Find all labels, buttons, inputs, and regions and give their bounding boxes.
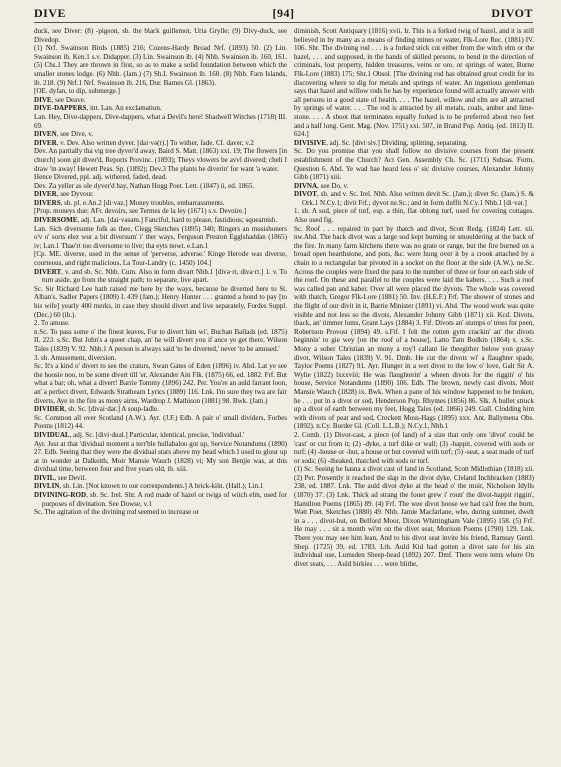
headword: DIVIDER [34,405,65,414]
entry-paragraph: Dev. An partially tha vig tree dyver'd away, Baird S. Matt. (1863) xxi. 19; The flowers [in church] soon git diver'd, Reports Provinc. (1893); Theys vlowers be avvl divered; cheli I draw 'm away! Hewett Peas. Sp. (1892); Dev.3 The plants be diverin' for want 'a water. [34,147,287,173]
entry-paragraph: DIVIDUAL, adj. Sc. [divi·duəl.] Particular, identical, precise, 'individual.' [34,430,245,439]
headword: DIVIL [34,473,55,482]
entry-paragraph: DIVINING-ROD, sb. Sc. Irel. Shr. A rod made of hazel or twigs of witch elm, used for purposes of divination. See Dowse, v.1 [34,491,287,508]
entry-paragraph: (1) Sc. Seeing he hasna a divot cast of land in Scotland, Scott Midlothian (1818) xii. (2) Per. Presently it reached the slap in the divot dyke, Cleland Inchbracken (1883) 238, ed. 1887. Lnk. The auld divot dyke at the head o' the muir, Nicholson Idylls (1870) 37. (3) Lnk. Thick ad strang the fouet grew i' roun' the divot-happit riggin', Hamilton Poems (1865) 89. (4) Frf. The wee divot hoose we had ca'd free the burn, Watt Poet. Sketches (1880) 49. Nhb. Jamie Macfarlane, who, during summer, dwelt in a . . . divot-hut, on Belford Moor, Dixon Whittingham Vale (1895) 158. (5) Frf. He may . . . sit a month wi'm on the divet seat, Morison Poems (1790) 129. Lnk. There you may see him lean, And to his divot seat invite his friend, Ramsay Gentl. Shep. (1725) 39, ed. 1783. Lth. Auld Kid had gotten a divot sate for his ain individual use, Lumsden Sheep-head (1892) 207. Dmf. There were tents where On divet seats, . . . Auld birkies . . . were blithe, [294,465,534,568]
left-running-head: DIVE [34,6,67,20]
entry-paragraph: DIVERSOME, adj. Lan. [dai·vəsəm.] Fanciful, hard to please, fastidious; squeamish. [34,216,278,225]
headword: DIVERS [34,198,61,207]
headword: DIVER [34,190,57,199]
entry-paragraph: n.Sc. To pass some o' the finest leaves, For to divert him wi', Buchan Ballads (ed. 1875) II. 223. s.Sc. But John's a queer chap, an' he will divert you if ance ye get there, Wilson Tales (1839) V. 92. Nhb.1 A person is always said 'to be diverted,' never 'to be amused.' [34,327,287,353]
entry-paragraph: Hence Divered, ppl. adj. withered, faded, dead. [34,173,168,182]
headword: DIVISIVE [294,138,327,147]
left-column [34,27,287,759]
header-rule [34,22,533,23]
headword: DIVNA [294,181,318,190]
entry-paragraph: [Prop. moneys due; AFr. devoirs, see Termes de la ley (1671) s.v. Devoire.] [34,207,247,216]
headword: DIVLIN [34,482,60,491]
entry-paragraph: (1) Nrf. Swainson Birds (1885) 216; Cozens-Hardy Broad Nrf. (1893) 50. (2) Lin. Swainson ib. Ken.1 s.v. Didapper. (3) Lin. Swainson ib. (4) Nhb. Swainson ib. 160, 161. (5) Chs.1 They are thrown in first, so as to make a solid foundation between which the smaller stones lodge. (6) Nhb. (Jam.) (7) Sh.I. Swainson ib. 160. (8) Nhb. Farn Islands, ib. 218. (9) Nrf.1 Nrf. Swainson ib. 216, Dor. Barnes Gl. (1863). [34,44,287,87]
entry-paragraph: [OE. dyfan, to dip, submerge.] [34,87,120,96]
entry-paragraph: DIVERT, v. and sb. Sc. Nhb. Cum. Also in form divart Nhb.1 [divə·rt, diva·rt.] 1. v. To turn aside, go from the straight path; to separate, live apart. [34,267,287,285]
right-running-head: DIVOT [491,6,533,20]
entry-paragraph: 2. To amuse. [34,319,70,328]
page-header [34,6,533,22]
entry-paragraph: [Cp. ME. diverse, used in the sense of 'perverse, adverse.' Kinge Herode was diverse, courteous, and right malicious, La Tour-Landry (c. 1450) 104.] [34,250,287,268]
headword: DIVE [34,95,52,104]
entry-paragraph: diminish, Scott Antiquary (1816) xvii. Ir. This is a forked twig of hazel, and it is still believed in by many as a means of finding mines or water, Flk-Lore Rec. (1881) IV. 106. Shr. The divining rod . . . is a forked stick cut either from the witch elm or the hazel, . . . and supposed, in the hands of skilled persons, to bend in the direction of criminals, lost property, hidden treasures, veins or ore, or springs of water, Burne Flk-Lore (1883) 175; Shr.1 Obsol. [The divining rod has obtained great credit for its discovering where to dig for metals and springs of water. An ingenious gentleman says that hazel and willow rods he has by experience found will actually answer with all persons in a good state of health. . . . The hazel, willow and elm are all attracted by springs of water. . . . The rod is attracted by all metals, coals, amber and lime-stone. . . . A shoot that terminates equally forked is to be preferred about two feet and a half long. Gent. Mag. (Nov. 1751) xxi. 507, in Brand Pop. Antiq. (ed. 1813) II. 624.] [294,27,534,139]
headword: DIVEN [34,130,57,139]
entry-paragraph: DIVIL, see Devil. [34,473,87,482]
entry-paragraph: Dev. Za yeller as ole dyver'd hay, Nathan Hogg Poet. Lett. (1847) ii, ed. 1865. [34,181,255,190]
entry-paragraph: Sc. Common all over Scotland (A.W.). Ayr. (J.F.) Edb. A pair o' small dividers, Forbes Poems (1812) 44. [34,413,287,431]
entry-paragraph: DIVERS, sb. pl. e.An.2 [di·vəz.] Money troubles, embarrassments. [34,198,225,207]
entry-paragraph: DIVE-DAPPERS, int. Lan. An exclamation. [34,104,162,113]
entry-paragraph: Lan. Hey, Dive-dappers, Dive-dappers, what a Devil's here! Shadwell Witches (1718) III. 69. [34,112,287,130]
page-number: [94] [272,6,295,20]
right-column [294,27,534,759]
entry-paragraph: Sc. Sir Richard Lee hath raised me here by the ways, because he diverted here to St. Alban's, Sadler Papers (1809) I. 439 (Jam.); Henry Hunter . . . granted a bond to pay [to his wife] yearly 400 merks, in case they should divert and live separately, Fordes Suppl. (Dec.) 60 (ib.). [34,284,287,319]
entry-paragraph: Sc. Do you promise that you shall follow no divisive courses from the present establishment of the Church? Act Gen. Assembly Ch. Sc. (1711) Suhsas. Form, Question 6. Abd. Ye wad hae heard less o' sic divisive courses, Alexander Johnny Gibb (1871) xiii. [294,147,534,182]
entry-paragraph: DIVER, v. Dev. Also written dyver. [dai·və(r).] To wither, fade. Cf. daver, v.2 [34,138,254,147]
entry-paragraph: Sc. The agitation of the divining rod seemed to increase or [34,508,199,517]
headword: DIVERT [34,267,62,276]
headword: DIVERSOME [34,216,78,225]
headword: DIVE-DAPPERS [34,104,87,113]
entry-paragraph: 1. sb. A sod, piece of turf, esp. a thin, flat oblong turf, used for covering cottages. Also used fig. [294,207,534,225]
entry-paragraph: Sc. It's a kind o' divert to see the craturs, Swan Gates of Eden (1896) iv. Abd. Lat ye see the hoosie noo, to be some divert till 'er, Alexander Ain Flk. (1875) 66, ed. 1882. Frf. But what a bar; oh, what a divert! Barrie Tommy (1896) 242. Per. You're an auld farrant loon, an' a perfect divert, Edwards Strathearn Lyrics (1889) 116. Lnk. I'm sure they twa are fair diverts, Aye in the fire as mony airns, Wardrop J. Mathison (1881) 98. Bwk. (Jam.) [34,362,287,405]
headword: DIVIDUAL [34,430,70,439]
entry-paragraph: DIVER, see Dyvour. [34,190,94,199]
headword: DIVINING-ROD [34,491,87,500]
entry-paragraph: DIVIDER, sb. Sc. [divai·dər.] A soup-ladle. [34,405,159,414]
entry-paragraph: DIVNA, see Do, v. [294,181,349,190]
entry-paragraph: DIVEN, see Dive, v. [34,130,94,139]
entry-paragraph: Sc. Roof . . . repaired in part by thatch and divot, Scott Redg. (1824) Lett. xii. nw.Abd. The back divot was a large sod kept burning or smouldering at the back of the fire. In many farm kitchens there was no grate or range, but the fire burned on a broad open hearthstone, and pots, &c. were hung over it by a crook attached by a chain to a rectangular bar pivoted in a socket on the floor at the side (A.W.). ne.Sc. Across the couples were fixed the para to the number of three or four on each side of the roof. On these and parallel to the couples were laid the kabers. . . . Such a roof was called pan and kaber. Over all were placed the dyvots. The whole was covered with thatch, Gregor Flk-Lore (1881) 50. Inv. (H.E.F.) Frf. The shower of stones and the flight of our divit in it, Barrie Minister (1891) vi. Abd. The wood work was quite visible and not less so the divots, Alexander Johnny Gibb (1871) xii. Kcd. Divots, thack, an' timmer lums, Grant Lays (1884) 3. Fif. Divots an' stumps o' trees for peen, Robertson Provost (1894) 49. s.Fif. I felt the rotten gym crackin' an' the divots beginnin' to gie wey [on the roof of a house], Latto Tam Bodkin (1864) x. s.Sc. Mony a sober Christian an mony a roy'l callant lie theegither below yon grassy divot, Wilson Tales (1839) V. 91. Dmb. He cut the divots wi' a flaughter spade, Taylor Poems (1827) 91. Ayr. Hunger in a wet divot to the low o' love, Galt Sir A. Wylie (1822) lxxxviii; He was flaughterin' a wheen divots for the riggin' o' his house, Service Notandums (1890) 106. Edb. The brown, newly cast divots, Moir Mansie Wauch (1828) ix. Bwk. When a pane of his window happened to be broken, he . . . put in a divot or sod, Henderson Pop. Rhymes (1856) 86. Slk. A bullet struck up a divot of earth between my feet, Hogg Tales (ed. 1866) 249. Gall. Clodding him with divots of peat and sod, Crockett Moss-Hags (1895) xxx. Ant. Ballymena Obs. (1892). n.Cy. Border Gl. (Coll. L.L.B.); N.Cy.1, Nhb.1 [294,224,534,431]
headword: DIVOT [294,190,317,199]
entry-paragraph: DIVOT, sb. and v. Sc. Irel. Nhb. Also written devit Sc. (Jam.); divet Sc. (Jam.) S. & Ork.1 N.Cy.1; divit Frf.; dyvot ne.Sc.; and in form duffit N.Cy.1 Nhb.1 [di·vət.] [294,190,534,207]
entry-paragraph: DIVLIN, sb. Lin. [Not known to our correspondents.] A brick-kiln. (Hall.); Lin.1 [34,482,264,491]
entry-paragraph: duck, see Diver: (8) -pigeon, sb. the black guillemot, Uria Grylle; (9) Divy-duck, see Divedop. [34,27,287,44]
entry-paragraph: DIVE, see Deave. [34,95,86,104]
entry-paragraph: Lan. Sich diversome folk as thee, Clegg Sketches (1895) 340; Ringers an musishoners o'v o' sorts elez wur a bit diversum' i' ther ways, Ferguson Preston Egglshaddan (1865) iv; Lan.1 Thae'rt too diversome to live; tha eyts nowt. e.Lan.1 [34,224,287,250]
entry-paragraph: Ayr. Just at that 'dividual moment a terr'ble hullabaloo got up, Service Notandums (1890) 27. Edb. Seeing that they were the dividual stars above my head which I used to glour up at in wonder at Dalkeith, Moir Mansie Wauch (1828) vi; My son Benjie was, at this dividual time, between four and five years old, ib. xiii. [34,439,287,474]
entry-paragraph: 3. sb. Amusement, diversion. [34,353,117,362]
entry-paragraph: 2. Comb. (1) Divot-cast, a piece (of land) of a size that only one 'divot' could be 'cast' or cut from it; (2) -dyke, a turf dike or wall; (3) -happit, covered with sods or turf; (4) -house or -hut, a house or hut covered with turf; (5) -seat, a seat made of turf or sods; (6) -theaked, thatched with sods or turf. [294,430,534,465]
headword: DIVER [34,138,57,147]
entry-paragraph: DIVISIVE, adj. Sc. [divi·siv.] Dividing, splitting, separating. [294,138,468,147]
